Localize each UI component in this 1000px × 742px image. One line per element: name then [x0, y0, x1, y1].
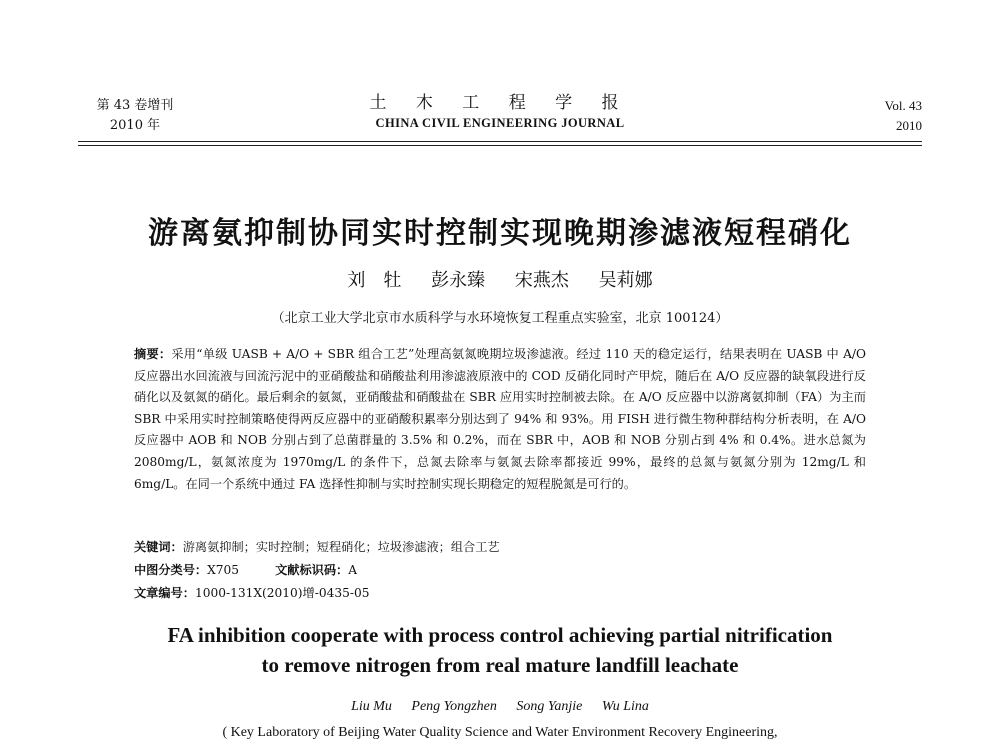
header-year-en: 2010	[896, 118, 922, 133]
abstract-label: 摘要：	[134, 347, 172, 361]
paper-title-en-line1: FA inhibition cooperate with process control achieving partial nitrification	[167, 623, 833, 647]
article-id-label: 文章编号：	[134, 586, 195, 600]
paper-title-en-line2: to remove nitrogen from real mature landfill leachate	[261, 653, 739, 677]
doc-code-label: 文献标识码：	[275, 563, 349, 577]
abstract-text: 采用“单级 UASB + A/O + SBR 组合工艺”处理高氨氮晚期垃圾渗滤液。经过 110 天的稳定运行，结果表明在 UASB 中 A/O 反应器出水回流液与回流污泥中的亚硝酸盐和硝酸盐利用渗滤液原液中的 COD 反硝化同时产甲烷，随后在 A/O 反应器的缺氧段进行反硝化以及氨氮的硝化。最后剩余的氨氮，亚硝酸盐和硝酸盐在 SBR 应用实时控制被去除。在 A/O 反应器中以游离氨抑制（FA）为主而 SBR 中采用实时控制策略使得两反应器中的亚硝酸积累率分别达到了 94% 和 93%。用 FISH 进行微生物种群结构分析表明，在 A/O 反应器中 AOB 和 NOB 分别占到了总菌群量的 3.5% 和 0.2%，而在 SBR 中，AOB 和 NOB 分别占到 4% 和 0.4%。进水总氮为 2080mg/L，氨氮浓度为 1970mg/L 的条件下，总氮去除率与氨氮去除率都接近 99%，最终的总氮与氨氮分别为 12mg/L 和 6mg/L。在同一个系统中通过 FA 选择性抑制与实时控制实现长期稳定的短程脱氮是可行的。	[134, 347, 867, 491]
journal-title-cn: 土 木 工 程 学 报	[369, 93, 631, 113]
paper-title-cn: 游离氨抑制协同实时控制实现晚期渗滤液短程硝化	[148, 216, 852, 251]
abstract-cn	[134, 344, 866, 495]
clc-label: 中图分类号：	[134, 563, 208, 577]
author-en: Wu Lina	[601, 699, 649, 714]
header-rule-thin	[78, 145, 922, 146]
doc-code-value: A	[348, 563, 358, 577]
journal-title-en: CHINA CIVIL ENGINEERING JOURNAL	[375, 116, 625, 130]
classification	[134, 560, 357, 580]
author-cn: 吴莉娜	[598, 270, 653, 291]
affiliation-cn: （北京工业大学北京市水质科学与水环境恢复工程重点实验室，北京 100124）	[271, 311, 729, 326]
authors-cn	[0, 268, 1000, 294]
authors-en	[0, 698, 1000, 716]
paper-title-en	[0, 620, 1000, 680]
header-rule-thick	[78, 141, 922, 142]
author-cn: 刘 牡	[347, 270, 402, 291]
keywords-label: 关键词：	[134, 540, 183, 554]
author-en: Liu Mu	[351, 699, 392, 714]
article-id-value: 1000-131X(2010)增-0435-05	[194, 586, 370, 600]
author-cn: 彭永臻	[431, 270, 486, 291]
header-volume-en	[822, 96, 922, 136]
author-en: Song Yanjie	[516, 699, 583, 714]
article-id	[134, 583, 369, 603]
header-volume-cn-text: 第 43 卷增刊	[96, 98, 174, 113]
header-volume-en-text: Vol. 43	[884, 98, 922, 113]
header-year-cn: 2010 年	[109, 118, 161, 133]
author-cn: 宋燕杰	[514, 270, 569, 291]
keywords-text: 游离氨抑制；实时控制；短程硝化；垃圾渗滤液；组合工艺	[182, 540, 500, 554]
clc-value: X705	[207, 563, 240, 577]
author-en: Peng Yongzhen	[411, 699, 497, 714]
keywords	[134, 537, 500, 557]
affiliation-en: ( Key Laboratory of Beijing Water Quality Science and Water Environment Recovery Engineering,	[222, 725, 778, 740]
